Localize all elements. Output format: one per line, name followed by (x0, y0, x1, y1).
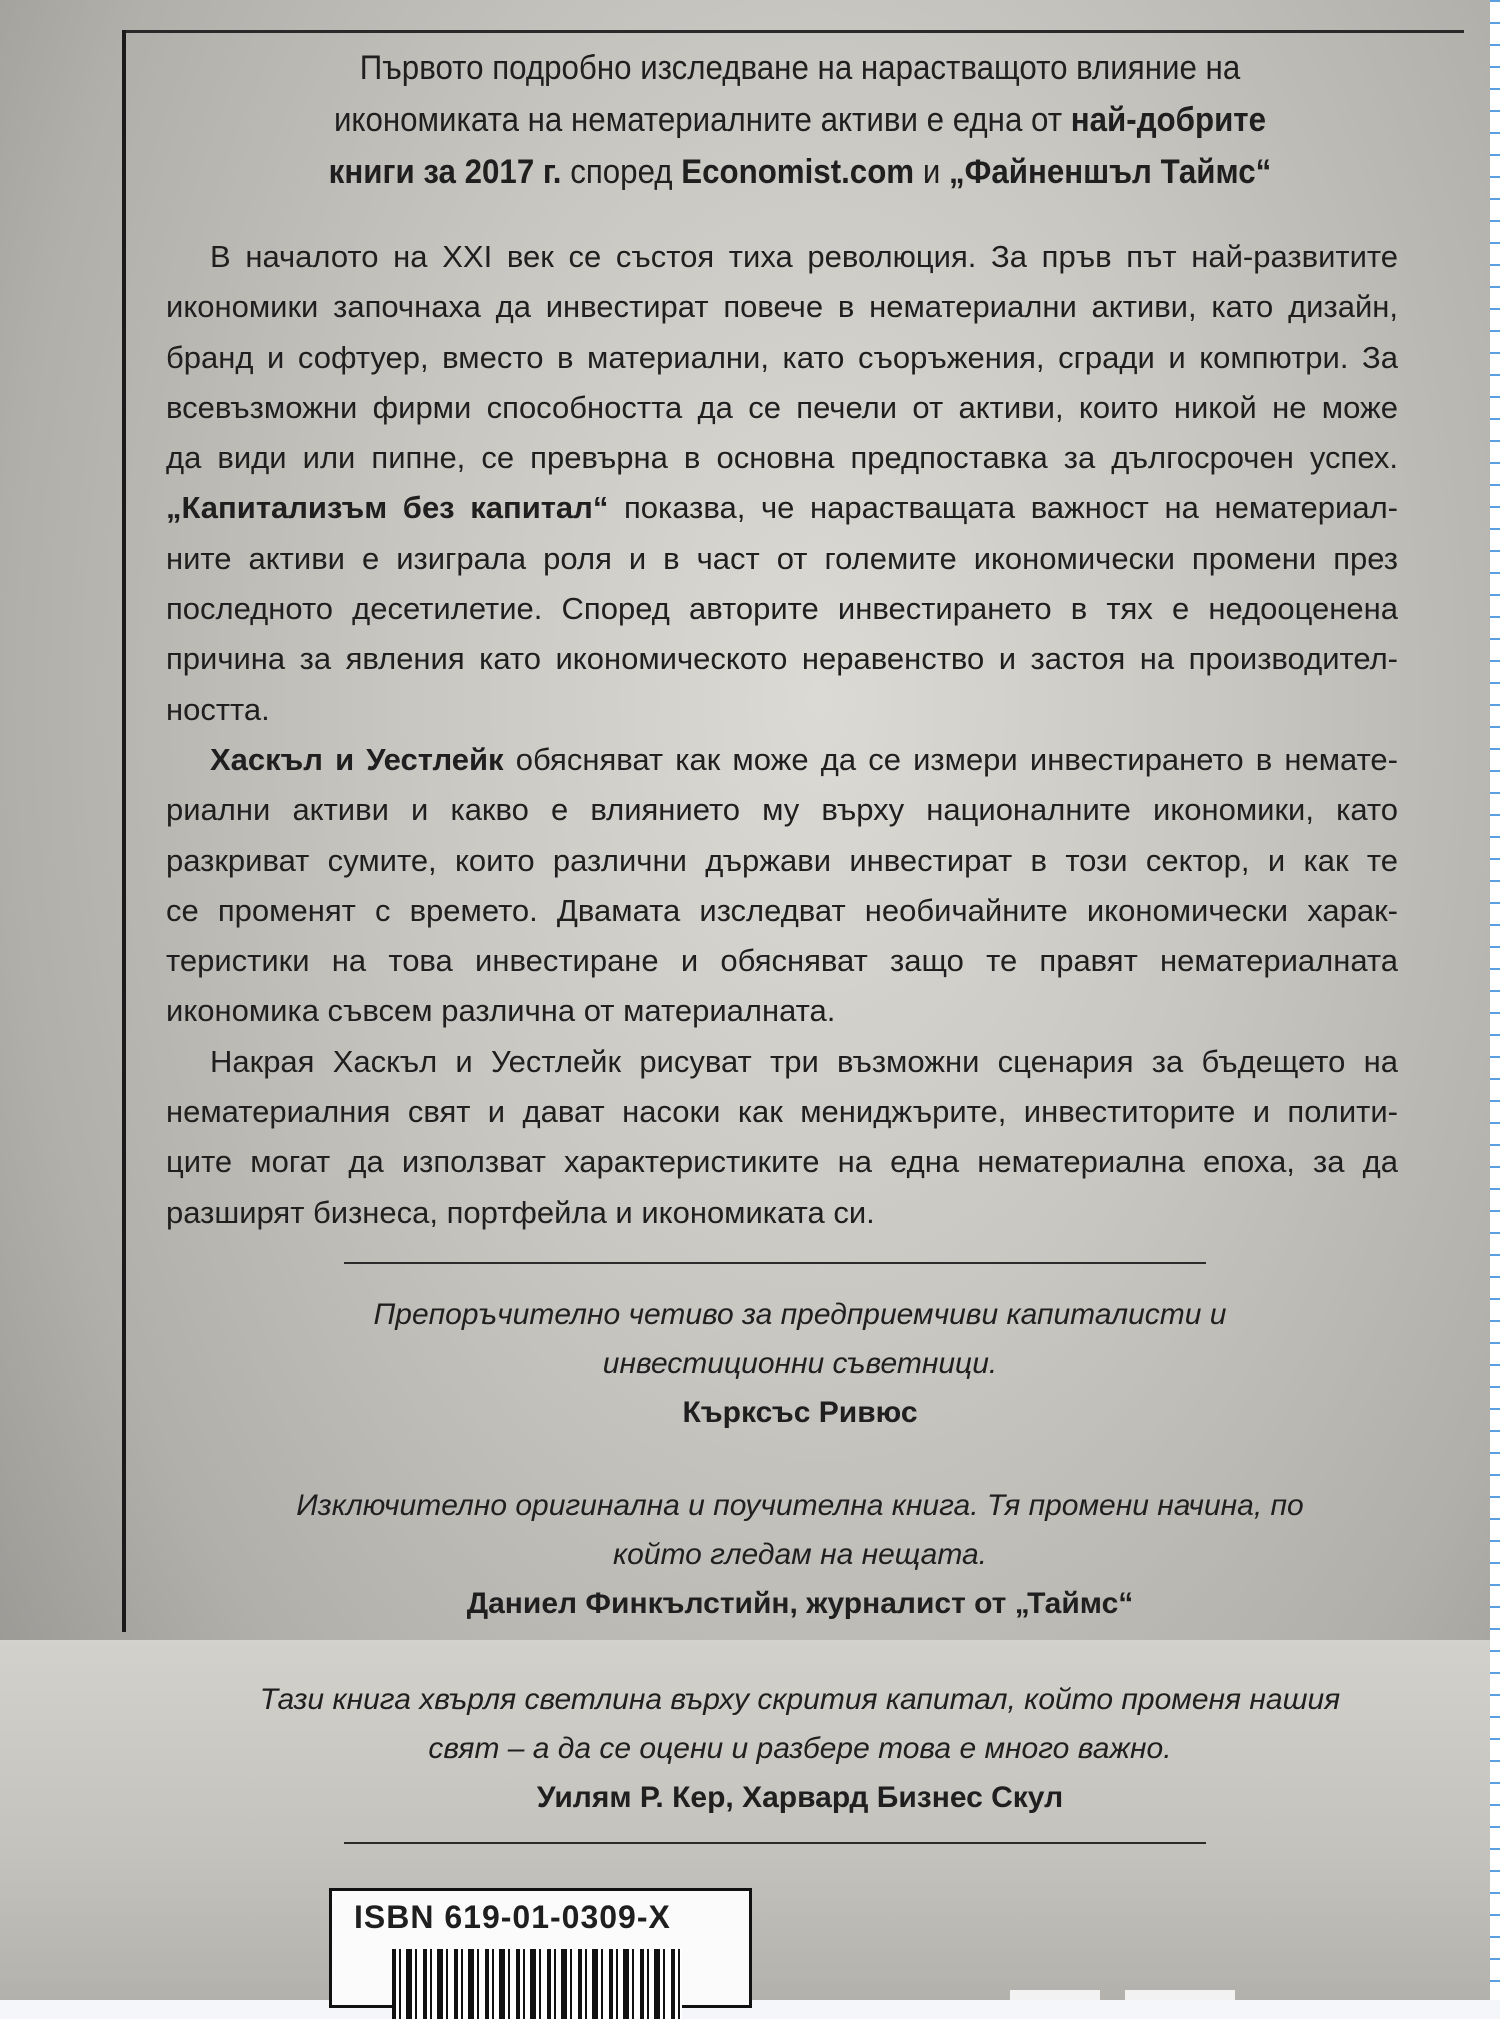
review-quote-3 (150, 1675, 1450, 1822)
text-segment: последното десетилетие. Според авторите инвестирането в тях е недооценена (166, 591, 1398, 627)
text-segment: Накрая Хаскъл и Уестлейк рисуват три възможни сценария за бъдещето на (210, 1043, 1398, 1079)
description-text (166, 232, 1398, 1238)
bold-text: книги за 2017 г. (328, 153, 562, 191)
text-line (166, 936, 1398, 986)
bold-text: „Файненшъл Таймс“ (948, 153, 1272, 191)
text-line (166, 735, 1398, 785)
quote-text: който гледам на нещата. (612, 1538, 988, 1571)
isbn-number: ISBN 619-01-0309-X (354, 1899, 671, 1935)
text-line (166, 685, 1398, 735)
text-segment: нематериалния свят и дават насоки как мениджърите, инвеститорите и полити- (166, 1094, 1398, 1130)
text-segment: всевъзможни фирми способността да се печели от активи, които никой не може (166, 389, 1398, 425)
text-segment: Първото подробно изследване на нарастващото влияние на (359, 49, 1241, 87)
quote-author: Даниел Финкълстийн, журналист от „Таймс“ (466, 1587, 1134, 1620)
text-segment: и (914, 153, 949, 191)
frame-top-line (124, 30, 1464, 33)
text-segment: бранд и софтуер, вместо в материални, като съоръжения, сгради и компютри. За (166, 339, 1398, 375)
headline-line (202, 42, 1398, 94)
bold-text: „Капитализъм без капитал“ (166, 490, 609, 526)
quote-text: Тази книга хвърля светлина върху скрития капитал, който променя нашия (259, 1683, 1341, 1716)
text-line (166, 1188, 1398, 1238)
text-line (166, 1037, 1398, 1087)
text-line (166, 433, 1398, 483)
review-quote-1 (150, 1290, 1450, 1437)
text-segment: обясняват как може да се измери инвестирането в немате- (503, 741, 1398, 777)
text-line (166, 836, 1398, 886)
text-segment: икономики започнаха да инвестират повече в нематериални активи, като дизайн, (166, 289, 1398, 325)
quote-text: инвестиционни съветници. (602, 1347, 998, 1380)
text-line (166, 232, 1398, 282)
text-line (166, 634, 1398, 684)
text-segment: според (561, 153, 682, 191)
quote-text: Препоръчително четиво за предприемчиви капиталисти и (373, 1298, 1227, 1331)
text-line (166, 1137, 1398, 1187)
text-line (166, 1087, 1398, 1137)
frame-left-line (122, 30, 126, 1632)
text-line (166, 584, 1398, 634)
text-line (166, 282, 1398, 332)
headline-blurb (202, 42, 1398, 198)
divider (344, 1842, 1206, 1844)
text-line (166, 383, 1398, 433)
review-quote-2 (150, 1481, 1450, 1628)
isbn-barcode-label (329, 1888, 752, 2008)
text-segment: разкриват сумите, които различни държави инвестират в този сектор, и как те (166, 842, 1398, 878)
text-line (166, 534, 1398, 584)
text-segment: В началото на XXI век се състоя тиха революция. За пръв път най-развитите (210, 239, 1398, 274)
text-segment: да види или пипне, се превърна в основна предпоставка за дългосрочен успех. (166, 440, 1398, 476)
text-segment: ците могат да използват характеристиките на една нематериална епоха, за да (166, 1144, 1398, 1180)
bold-text: Хаскъл и Уестлейк (210, 741, 504, 777)
text-line (166, 333, 1398, 383)
barcode (392, 1949, 682, 2019)
text-line (166, 483, 1398, 533)
divider (344, 1262, 1206, 1264)
text-segment: причина за явления като икономическото неравенство и застоя на производител- (166, 641, 1398, 677)
quote-text: Изключително оригинална и поучителна книга. Тя промени начина, по (296, 1489, 1304, 1522)
label-fragment (1010, 1990, 1100, 2000)
text-segment: икономика съвсем различна от материалната. (166, 993, 836, 1029)
label-fragment (1125, 1990, 1235, 2000)
headline-line (202, 146, 1398, 198)
text-line (166, 886, 1398, 936)
text-segment: икономиката на нематериалните активи е една от (333, 101, 1071, 139)
text-segment: се променят с времето. Двамата изследват необичайните икономически харак- (166, 892, 1398, 928)
quote-author: Уилям Р. Кер, Харвард Бизнес Скул (536, 1781, 1064, 1814)
text-segment: риални активи и какво е влиянието му върху националните икономики, като (166, 792, 1398, 828)
quote-author: Кърксъс Ривюс (682, 1396, 918, 1429)
bold-text: най-добрите (1070, 101, 1267, 139)
text-line (166, 986, 1398, 1036)
text-segment: теристики на това инвестиране и обясняват защо те правят нематериалната (166, 943, 1398, 979)
text-segment: показва, че нарастващата важност на нематериал- (608, 490, 1398, 526)
bold-text: Economist.com (681, 153, 915, 191)
text-segment: ността. (166, 691, 270, 727)
headline-line (202, 94, 1398, 146)
text-segment: ните активи е изиграла роля и в част от големите икономически промени през (166, 540, 1398, 576)
quote-text: свят – а да се оцени и разбере това е много важно. (428, 1732, 1172, 1765)
text-line (166, 785, 1398, 835)
text-segment: разширят бизнеса, портфейла и икономиката си. (166, 1194, 875, 1230)
